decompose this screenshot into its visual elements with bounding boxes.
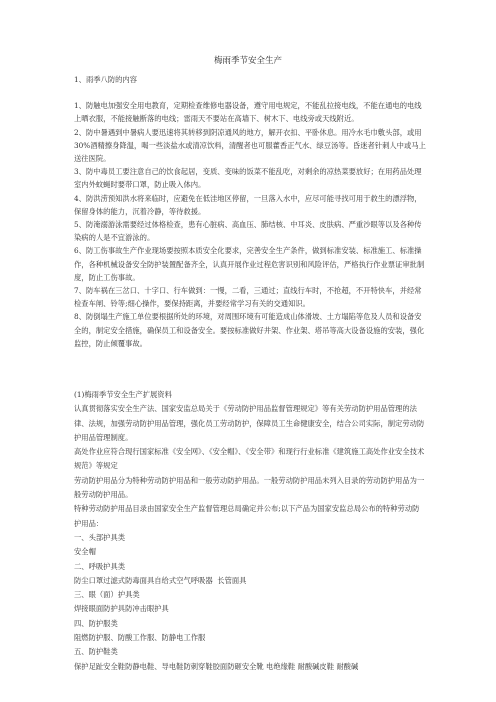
category-item: 防尘口罩过滤式防毒面具自给式空气呼吸器 长管面具 xyxy=(74,575,247,585)
category-heading: 五、防护鞋类 xyxy=(74,647,118,657)
paragraph-traffic: 7、防车祸在三岔口、十字口、行车做到：一慢，二看，三通过；直线行车时，不抢超，不开特快车，并经常检查车闸、铃等;细心操作，要保持距离，并要经常学习有关的交通知识。 xyxy=(74,286,422,309)
category-heading: 四、防护服类 xyxy=(74,618,118,628)
text-line: 高处作业应符合现行国家标准《安全网》、《安全帽》、《安全带》和现行行业标准《建筑施工高处作业安全技术规范》等规定 xyxy=(74,447,425,471)
category-item: 保护足趾安全鞋防静电鞋、导电鞋防刺穿鞋胶面防砸安全靴 电绝缘鞋 耐酸碱皮鞋 耐酸碱 xyxy=(74,661,359,671)
document-title: 梅雨季节安全生产 xyxy=(213,56,282,66)
category-heading: 三、眼（面）护具类 xyxy=(74,590,140,600)
text-line: 认真贯彻落实安全生产法、国家安监总局关于《劳动防护用品监督管理规定》等有关劳动防护用品管理的法律、法规，加强劳动防护用品管理，强化员工劳动防护，保障员工生命健康安全，结合公司实际，制定劳动防护用品管理制度。 xyxy=(74,404,425,442)
paragraph-flood: 4、防洪涝预知洪水将来临时，应避免在低洼地区停留，一旦落入水中，应尽可能寻找可用于救生的漂浮物，保留身体的能力，沉着冷静，等待救援。 xyxy=(74,193,422,216)
section-extended-material xyxy=(74,388,426,674)
section-heading: (1)梅雨季节安全生产扩展资料 xyxy=(74,390,172,399)
paragraph-work-injury: 6、防工伤事故生产作业现场要按照本质安全化要求，完善安全生产条件，做到标准安装、标准施工、标准操作，各种机械设备安全防护装置配备齐全，认真开展作业过程危害识别和风险评估，严格执行作业票证审批制度，防止工伤事故。 xyxy=(74,246,425,282)
category-item: 安全帽 xyxy=(74,547,96,557)
paragraph-poisoning: 3、防中毒员工要注意自己的饮食起居，变质、变味的饭菜不能乱吃，对剩余的凉热菜要放好；在用药品处理室内外蚊蝇时要带口罩，防止吸入体内。 xyxy=(74,167,422,190)
paragraph-drowning: 5、防淹溺游泳需要经过体格检查，患有心脏病、高血压、肺结核、中耳炎、皮肤病、严重沙眼等以及各种传染病的人是不宜游泳的。 xyxy=(74,220,422,243)
category-item: 阻燃防护服、防酸工作服、防静电工作服 xyxy=(74,633,206,643)
section-heading: 1、雨季八防的内容 xyxy=(74,75,138,84)
category-item: 焊接眼面防护具防冲击眼护具 xyxy=(74,604,169,614)
paragraph-electric-shock: 1、防触电加强安全用电教育，定期检查维修电器设备，遵守用电规定，不能乱拉接电线，不能在通电的电线上晒衣服，不能接触断落的电线；雷雨天不要站在高墙下、树木下、电线旁或天线附近。 xyxy=(74,101,422,124)
category-heading: 二、呼吸护具类 xyxy=(74,561,126,571)
text-line: 特种劳动防护用品目录由国家安全生产监督管理总局确定并公布;以下产品为国家安监总局公布的特种劳动防护用品： xyxy=(74,504,420,528)
section-eight-precautions xyxy=(74,73,426,350)
category-heading: 一、头部护具类 xyxy=(74,532,126,542)
paragraph-collapse: 8、防倒塌生产施工单位要根据所处的环境，对周围环境有可能造成山体滑坡、土方塌陷等危及人员和设备安全的，制定安全措施，确保员工和设备安全。要按标准做好井架、作业架、塔吊等高大设备设施的安装，强化监控，防止倾覆事故。 xyxy=(74,312,425,348)
paragraph-heatstroke: 2、防中暑遇到中暑病人要迅速将其转移到阴凉通风的地方，解开衣扣、平卧休息。用冷水毛巾敷头部，或用30%酒精擦身降温，喝一些淡盐水或清凉饮料，清醒者也可服藿香正气水、绿豆汤等。昏迷者针刺人中或马上送往医院。 xyxy=(74,127,426,164)
text-line: 劳动防护用品分为特种劳动防护用品和一般劳动防护用品。一般劳动防护用品未列入目录的劳动防护用品为一般劳动防护用品。 xyxy=(74,475,425,500)
